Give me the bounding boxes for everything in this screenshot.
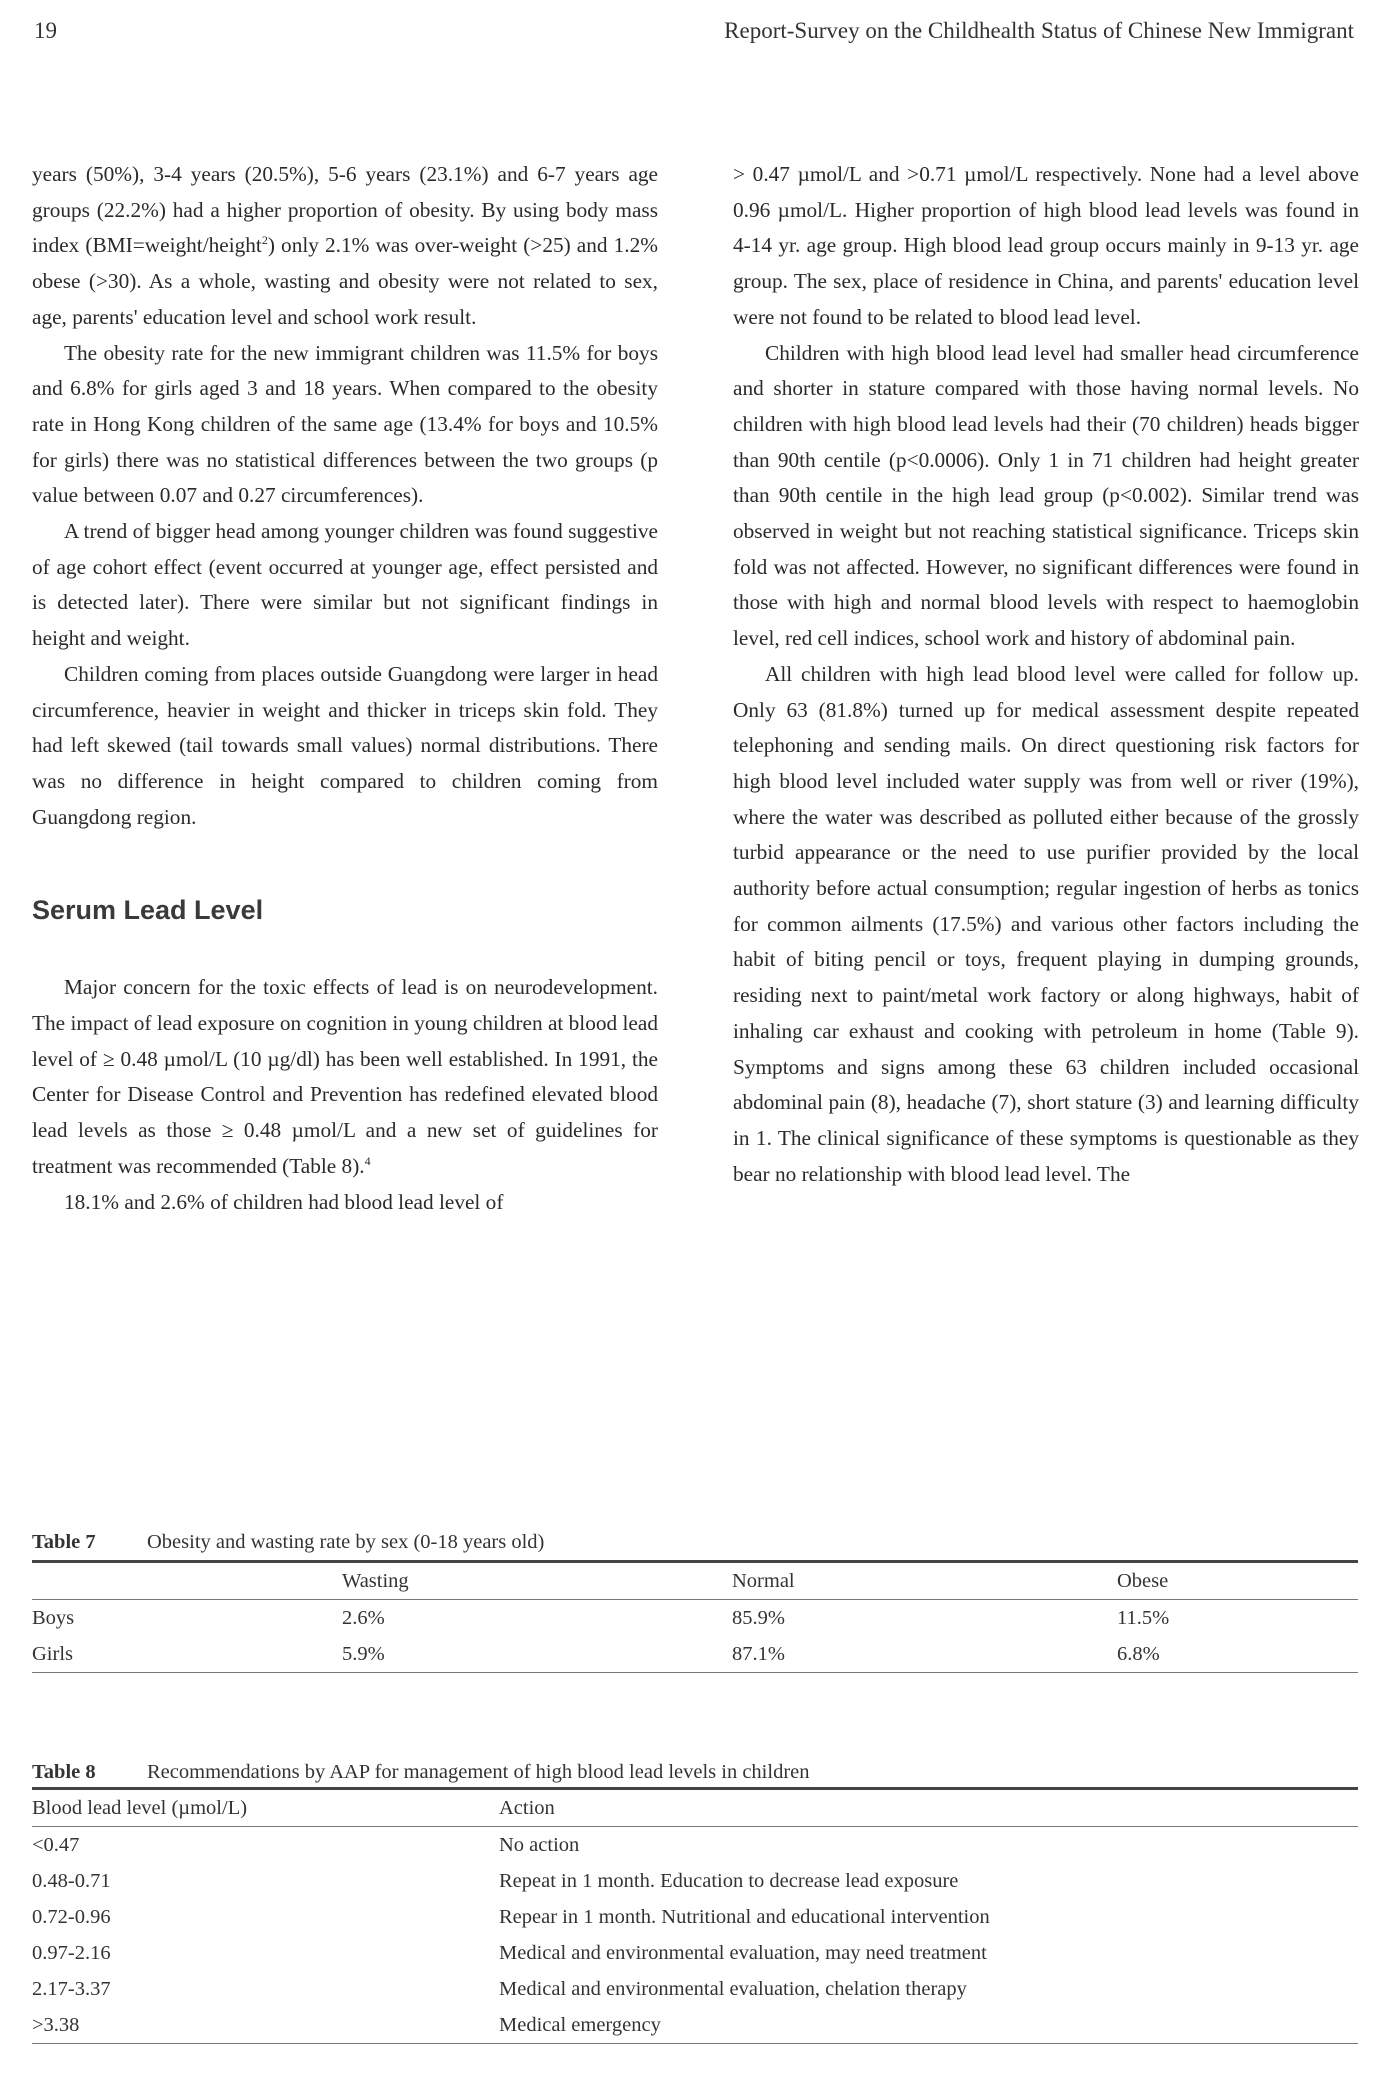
left-column xyxy=(32,157,658,1220)
table-row xyxy=(32,1600,1358,1637)
table-row xyxy=(32,1899,1358,1935)
table-label: Table 7 xyxy=(32,1531,96,1553)
column-header xyxy=(32,1562,342,1600)
column-header: Normal xyxy=(732,1569,795,1592)
table-cell: 2.17-3.37 xyxy=(32,1977,111,2000)
table-title: Obesity and wasting rate by sex (0-18 years old) xyxy=(147,1531,545,1553)
table-cell: 5.9% xyxy=(342,1642,385,1665)
table-cell: Girls xyxy=(32,1642,73,1665)
body-paragraph: A trend of bigger head among younger children was found suggestive of age cohort effect (event occurred at younger age, effect persisted and is detected later). There were similar but not significant findings in height and weight. xyxy=(32,519,658,651)
table-cell: 2.6% xyxy=(342,1606,385,1629)
lead-recommendations-table xyxy=(32,1787,1358,2044)
column-header: Action xyxy=(499,1796,555,1819)
body-paragraph: All children with high lead blood level were called for follow up. Only 63 (81.8%) turned up for medical assessment despite repeated telephoning and sending mails. On direct questioning risk factors for high blood level included water supply was from well or river (19%), where the water was described as polluted either because of the grossly turbid appearance or the need to use purifier provided by the local authority before actual consumption; regular ingestion of herbs as tonics for common ailments (17.5%) and various other factors including the habit of biting pencil or toys, frequent playing in dumping grounds, residing next to paint/metal work factory or along highways, habit of inhaling car exhaust and cooking with petroleum in home (Table 9). Symptoms and signs among these 63 children included occasional abdominal pain (8), headache (7), short stature (3) and learning difficulty in 1. The clinical significance of these symptoms is questionable as they bear no relationship with blood lead level. The xyxy=(733,661,1359,1186)
table-cell: Boys xyxy=(32,1606,75,1629)
body-paragraph: 18.1% and 2.6% of children had blood lead level of xyxy=(64,1189,504,1214)
table-cell: 0.48-0.71 xyxy=(32,1869,111,1892)
body-paragraph: Children coming from places outside Guangdong were larger in head circumference, heavier in weight and thicker in triceps skin fold. They had left skewed (tail towards small values) normal distributions. There was no difference in height compared to children coming from Guangdong region. xyxy=(32,661,658,829)
table-row xyxy=(32,1935,1358,1971)
column-header: Blood lead level (µmol/L) xyxy=(32,1796,248,1819)
table-cell: 11.5% xyxy=(1117,1606,1170,1629)
table-header-row xyxy=(32,1789,1358,1827)
superscript: 2 xyxy=(261,233,268,248)
table-row xyxy=(32,2007,1358,2044)
right-column xyxy=(733,157,1359,1192)
table-caption xyxy=(32,1757,1358,1787)
table-title: Recommendations by AAP for management of high blood lead levels in children xyxy=(147,1761,810,1783)
column-header: Wasting xyxy=(342,1569,409,1592)
body-paragraph: years (50%), 3-4 years (20.5%), 5-6 years (23.1%) and 6-7 years age groups (22.2%) had a higher proportion of obesity. By using body mass index (BMI=weight/height$^2$) only 2.1% was over-weight (>25) and 1.2% obese (>30). As a whole, wasting and obesity were not related to sex, age, parents' education level and school work result. xyxy=(32,162,658,329)
table-cell: >3.38 xyxy=(32,2013,80,2036)
table-header-row xyxy=(32,1562,1358,1600)
table-cell: Medical and environmental evaluation, chelation therapy xyxy=(499,1977,967,2000)
running-header-title: Report-Survey on the Childhealth Status of Chinese New Immigrant xyxy=(724,18,1354,43)
table-cell: 87.1% xyxy=(732,1642,785,1665)
table-cell: Medical and environmental evaluation, may need treatment xyxy=(499,1941,987,1964)
body-paragraph: > 0.47 µmol/L and >0.71 µmol/L respectively. None had a level above 0.96 µmol/L. Higher proportion of high blood lead levels was found in 4-14 yr. age group. High blood lead group occurs mainly in 9-13 yr. age group. The sex, place of residence in China, and parents' education level were not found to be related to blood lead level. xyxy=(733,162,1359,329)
table-row xyxy=(32,1827,1358,1864)
reference-superscript: 4 xyxy=(364,1153,371,1168)
column-header: Obese xyxy=(1117,1569,1169,1592)
page-number: 19 xyxy=(34,18,57,43)
body-paragraph: Major concern for the toxic effects of lead is on neurodevelopment. The impact of lead exposure on cognition in young children at blood lead level of ≥ 0.48 µmol/L (10 µg/dl) has been well established. In 1991, the Center for Disease Control and Prevention has redefined elevated blood lead levels as those ≥ 0.48 µmol/L and a new set of guidelines for treatment was recommended (Table 8).$^4$ xyxy=(32,975,658,1178)
table-cell: Repear in 1 month. Nutritional and educational intervention xyxy=(499,1905,990,1928)
obesity-wasting-table xyxy=(32,1560,1358,1673)
section-heading: Serum Lead Level xyxy=(32,895,264,926)
table-caption xyxy=(32,1527,1358,1557)
table-cell: <0.47 xyxy=(32,1833,80,1856)
table-cell: 0.97-2.16 xyxy=(32,1941,111,1964)
table-cell: 85.9% xyxy=(732,1606,785,1629)
table-row xyxy=(32,1971,1358,2007)
table-cell: 0.72-0.96 xyxy=(32,1905,111,1928)
table-cell: 6.8% xyxy=(1117,1642,1160,1665)
table-row xyxy=(32,1863,1358,1899)
table-cell: Repeat in 1 month. Education to decrease lead exposure xyxy=(499,1869,959,1892)
body-paragraph: Children with high blood lead level had smaller head circumference and shorter in stature compared with those having normal levels. No children with high blood lead levels had their (70 children) heads bigger than 90th centile (p<0.0006). Only 1 in 71 children had height greater than 90th centile in the high lead group (p<0.002). Similar trend was observed in weight but not reaching statistical significance. Triceps skin fold was not affected. However, no significant differences were found in those with high and normal blood levels with respect to haemoglobin level, red cell indices, school work and history of abdominal pain. xyxy=(733,340,1359,651)
table-7 xyxy=(32,1527,1358,1673)
table-row xyxy=(32,1636,1358,1673)
table-label: Table 8 xyxy=(32,1761,96,1783)
table-cell: No action xyxy=(499,1833,580,1856)
table-8 xyxy=(32,1757,1358,2044)
table-cell: Medical emergency xyxy=(499,2013,661,2036)
body-paragraph: The obesity rate for the new immigrant children was 11.5% for boys and 6.8% for girls aged 3 and 18 years. When compared to the obesity rate in Hong Kong children of the same age (13.4% for boys and 10.5% for girls) there was no statistical differences between the two groups (p value between 0.07 and 0.27 circumferences). xyxy=(32,340,658,508)
